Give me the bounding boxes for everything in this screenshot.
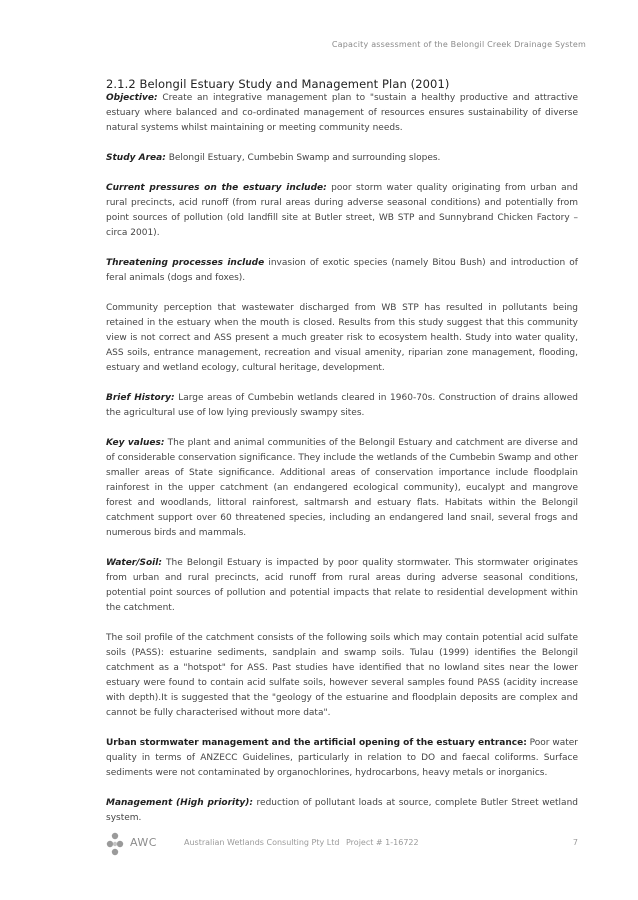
objective-paragraph (106, 91, 578, 136)
urban-label: Urban stormwater management and the artificial opening of the estuary entrance: (106, 738, 527, 748)
history-paragraph (106, 391, 578, 421)
document-body (106, 77, 578, 826)
threatening-label: Threatening processes include (106, 258, 265, 268)
logo-text: AWC (130, 836, 157, 849)
study-area-text: Belongil Estuary, Cumbebin Swamp and surrounding slopes. (165, 153, 441, 163)
section-heading: 2.1.2 Belongil Estuary Study and Management Plan (2001) (106, 77, 450, 91)
footer-company: Australian Wetlands Consulting Pty Ltd (184, 838, 340, 847)
footer-project: Project # 1-16722 (346, 838, 419, 847)
community-paragraph: Community perception that wastewater discharged from WB STP has resulted in pollutants being retained in the estuary when the mouth is closed. Results from this study suggest that this community view is not correct and ASS present a much greater risk to ecosystem health. Study into water quality, ASS soils, entrance management, recreation and visual amenity, riparian zone management, flooding, estuary and wetland ecology, cultural heritage, development. (106, 303, 578, 373)
soil-profile-paragraph: The soil profile of the catchment consists of the following soils which may contain potential acid sulfate soils (PASS): estuarine sediments, sandplain and swamp soils. Tulau (1999) identifies the Belongil catchment as a "hotspot" for ASS. Past studies have identified that no lowland sites near the lower estuary were found to contain acid sulfate soils, however several samples found PASS (acidity increase with depth).It is suggested that the "geology of the estuarine and floodplain deposits are complex and cannot be fully characterised without more data". (106, 633, 578, 718)
page-footer (106, 832, 578, 858)
pressures-text: poor storm water quality originating from urban and rural precincts, acid runoff (from rural areas during adverse seasonal conditions) and potentially from point sources of pollution (old landfill site at Butler street, WB STP and Sunnybrand Chicken Factory – circa 2001). (106, 183, 579, 238)
urban-paragraph (106, 736, 578, 781)
pressures-label: Current pressures on the estuary include: (106, 183, 327, 193)
pressures-paragraph (106, 181, 578, 241)
history-text: Large areas of Cumbebin wetlands cleared in 1960-70s. Construction of drains allowed the agricultural use of low lying previously swampy sites. (106, 393, 578, 418)
water-soil-paragraph (106, 556, 578, 616)
study-area-paragraph (106, 151, 578, 166)
key-values-paragraph (106, 436, 578, 541)
water-soil-label: Water/Soil: (106, 558, 162, 568)
management-text: reduction of pollutant loads at source, complete Butler Street wetland system. (106, 798, 578, 823)
management-paragraph (106, 796, 578, 826)
key-values-label: Key values: (106, 438, 165, 448)
key-values-text: The plant and animal communities of the Belongil Estuary and catchment are diverse and of considerable conservation significance. They include the wetlands of the Cumbebin Swamp and other smaller areas of State significance. Additional areas of conservation importance include floodplain rainforest in the upper catchment (an endangered ecological community), eucalypt and mangrove forest and woodlands, littoral rainforest, saltmarsh and estuary flats. Habitats within the Belongil catchment support over 60 threatened species, including an endangered land snail, several frogs and numerous birds and mammals. (106, 438, 578, 538)
page-number: 7 (572, 838, 578, 847)
objective-label: Objective: (106, 93, 158, 103)
urban-text: Poor water quality in terms of ANZECC Guidelines, particularly in relation to DO and faecal coliforms. Surface sediments were not contaminated by organochlorines, hydrocarbons, heavy metals or inorganics. (106, 738, 579, 778)
history-label: Brief History: (106, 393, 175, 403)
running-header: Capacity assessment of the Belongil Creek Drainage System (331, 40, 586, 49)
management-label: Management (High priority): (106, 798, 253, 808)
objective-text: Create an integrative management plan to "sustain a healthy productive and attractive estuary where balanced and co-ordinated management of resources ensures sustainability of diverse natural systems whilst maintaining or meeting community needs. (106, 93, 578, 133)
study-area-label: Study Area: (106, 153, 166, 163)
threatening-paragraph (106, 256, 578, 286)
water-soil-text: The Belongil Estuary is impacted by poor quality stormwater. This stormwater originates from urban and rural precincts, acid runoff from rural areas during adverse seasonal conditions, potential point sources of pollution and potential impacts that relate to residential development within the catchment. (106, 558, 578, 613)
threatening-text: invasion of exotic species (namely Bitou Bush) and introduction of feral animals (dogs and foxes). (106, 258, 578, 283)
